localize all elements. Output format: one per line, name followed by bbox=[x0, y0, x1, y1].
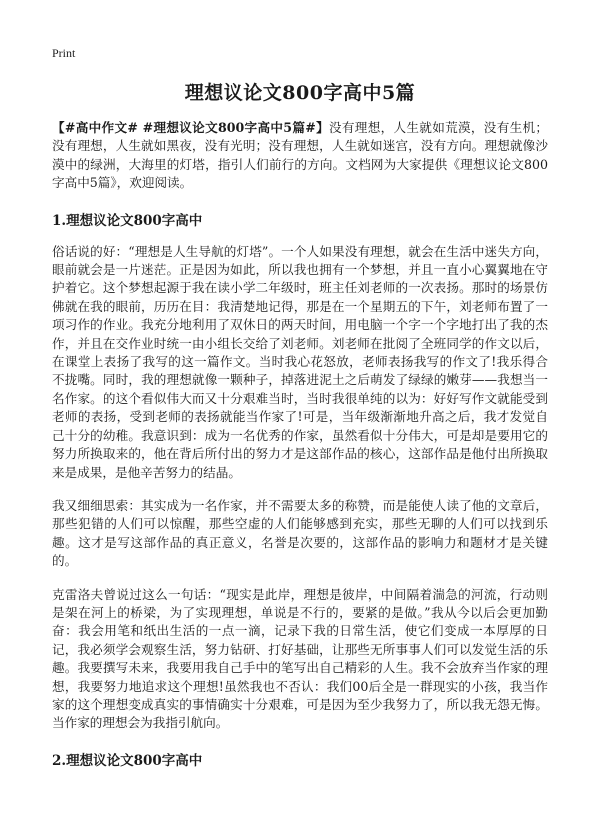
document-page bbox=[52, 78, 548, 783]
section-heading-2: 2.理想议论文800字高中 bbox=[52, 752, 203, 769]
intro-tag: 【#高中作文# #理想议论文800字高中5篇#】 bbox=[52, 120, 329, 135]
section-1-paragraph-3: 克雷洛夫曾说过这么一句话：“现实是此岸，理想是彼岸，中间隔着湍急的河流，行动则是架在河上的桥梁，为了实现理想，单说是不行的，要紧的是做。”我从今以后会更加勤奋：我会用笔和纸出生活的一点一滴，记录下我的日常生活，使它们变成一本厚厚的日记，我必须学会观察生活，努力钻研、打好基础，让那些无所事事人们可以发觉生活的乐趣。我要撰写未来，我要用我自己手中的笔写出自己精彩的人生。我不会放弃当作家的理想，我要努力地追求这个理想!虽然我也不否认：我们00后全是一群现实的小孩，我当作家的这个理想变成真实的事情确实十分艰难，可是因为至少我努力了，所以我无怨无悔。当作家的理想会为我指引航向。 bbox=[52, 586, 548, 731]
intro-paragraph bbox=[52, 119, 548, 193]
print-label: Print bbox=[52, 46, 76, 60]
section-1-paragraph-2: 我又细细思索：其实成为一名作家，并不需要太多的称赞，而是能使人读了他的文章后，那些犯错的人们可以惊醒，那些空虚的人们能够感到充实，那些无聊的人们可以找到乐趣。这才是写这部作品的真正意义，名誉是次要的，这部作品的影响力和题材才是关键的。 bbox=[52, 497, 548, 569]
document-title: 理想议论文800字高中5篇 bbox=[184, 82, 416, 104]
intro-text: 没有理想，人生就如荒漠，没有生机；没有理想，人生就如黑夜，没有光明；没有理想，人生就如迷宫，没有方向。理想就像沙漠中的绿洲，大海里的灯塔，指引人们前行的方向。文档网为大家提供《理想议论文800字高中5篇》，欢迎阅读。 bbox=[52, 120, 548, 191]
section-heading-1: 1.理想议论文800字高中 bbox=[52, 212, 203, 229]
section-1-paragraph-1: 俗话说的好：“理想是人生导航的灯塔”。一个人如果没有理想，就会在生活中迷失方向，眼前就会是一片迷茫。正是因为如此，所以我也拥有一个梦想，并且一直小心翼翼地在守护着它。这个梦想起源于我在读小学二年级时，班主任刘老师的一次表扬。那时的场景仿佛就在我的眼前，历历在目：我清楚地记得，那是在一个星期五的下午，刘老师布置了一项习作的作业。我充分地利用了双休日的两天时间，用电脑一个字一个字地打出了我的杰作，并且在交作业时统一由小组长交给了刘老师。刘老师在批阅了全班同学的作文以后，在课堂上表扬了我写的这一篇作文。当时我心花怒放，老师表扬我写的作文了!我乐得合不拢嘴。同时，我的理想就像一颗种子，掉落进泥土之后萌发了绿绿的嫩芽——我想当一名作家。的这个看似伟大而又十分艰难当时，当时我很单纯的以为：好好写作文就能受到老师的表扬，受到老师的表扬就能当作家了!可是，当年级渐渐地升高之后，我才发觉自己十分的幼稚。我意识到：成为一名优秀的作家，虽然看似十分伟大，可是却是要用它的努力所换取来的，他在背后所付出的努力才是这部作品的核心，这部作品是他付出所换取来是成果，是他辛苦努力的结晶。 bbox=[52, 243, 548, 480]
